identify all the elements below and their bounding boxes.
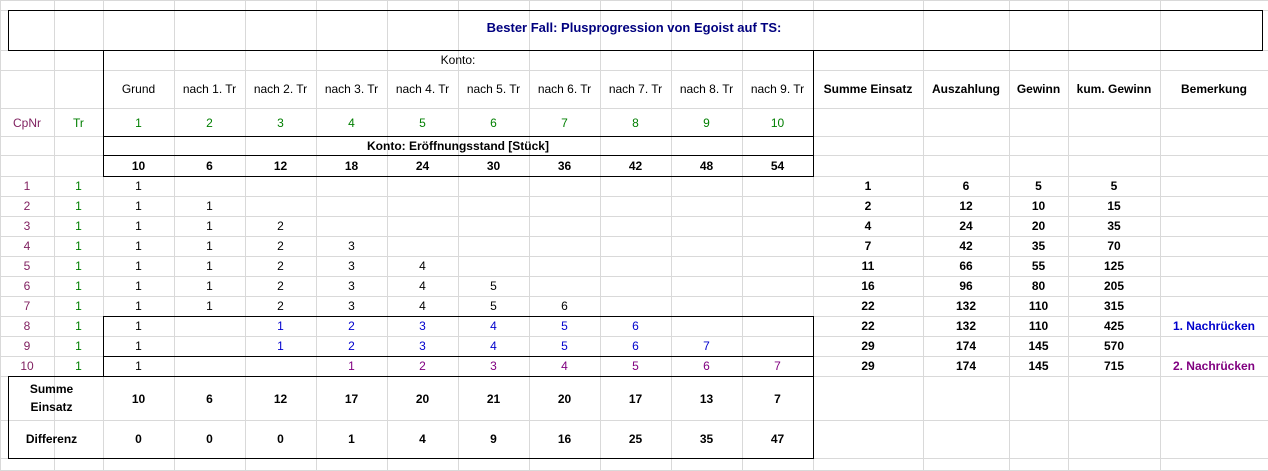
einsatz-label-line: Einsatz: [30, 400, 73, 414]
gewinn-value: 145: [1028, 339, 1049, 353]
bet-cell: [742, 196, 813, 216]
differenz-value: 1: [348, 432, 355, 446]
right-header: Bemerkung: [1180, 82, 1248, 96]
bet-cell: 4: [561, 359, 568, 373]
bet-cell: [600, 176, 671, 196]
bet-cell: [742, 216, 813, 236]
column-number: 1: [135, 116, 142, 130]
border-line: [8, 10, 1263, 11]
bet-cell: [742, 176, 813, 196]
bet-cell: [742, 276, 813, 296]
border-line: [8, 10, 9, 51]
bet-cell: [671, 256, 742, 276]
border-line: [103, 316, 104, 377]
bet-cell: 3: [348, 279, 355, 293]
cp-number: 3: [23, 219, 31, 233]
summe-einsatz-value: 4: [864, 219, 872, 233]
bet-cell: [316, 196, 387, 216]
tr-value: 1: [75, 339, 82, 353]
border-line: [103, 316, 814, 317]
gewinn-value: 55: [1031, 259, 1046, 273]
tr-value: 1: [75, 359, 82, 373]
gewinn-value: 145: [1028, 359, 1049, 373]
bet-cell: [387, 236, 458, 256]
bet-cell: [671, 176, 742, 196]
auszahlung-value: 24: [959, 219, 973, 233]
border-line: [103, 50, 104, 177]
differenz-label: Differenz: [25, 432, 78, 446]
bet-cell: 2: [348, 319, 355, 333]
bet-cell: 5: [561, 319, 568, 333]
differenz-value: 0: [135, 432, 142, 446]
tr-value: 1: [75, 179, 82, 193]
bet-cell: 2: [419, 359, 426, 373]
column-label: nach 5. Tr: [466, 82, 521, 96]
bet-cell: 5: [632, 359, 639, 373]
opening-balance: 36: [557, 159, 572, 173]
summe-einsatz-total: 6: [206, 392, 213, 406]
auszahlung-value: 6: [962, 179, 970, 193]
kum-gewinn-value: 715: [1103, 359, 1125, 373]
kum-gewinn-value: 15: [1107, 199, 1121, 213]
bet-cell: [671, 296, 742, 316]
bet-cell: 3: [348, 239, 355, 253]
bet-cell: 4: [419, 279, 426, 293]
bet-cell: 2: [277, 219, 284, 233]
bet-cell: 1: [206, 299, 213, 313]
bet-cell: 4: [490, 339, 497, 353]
bet-cell: 1: [135, 219, 142, 233]
opening-balance: 6: [206, 159, 213, 173]
summe-einsatz-value: 2: [864, 199, 872, 213]
opening-balance: 24: [415, 159, 430, 173]
bet-cell: [458, 216, 529, 236]
border-line: [8, 376, 9, 459]
bet-cell: [245, 176, 316, 196]
bet-cell: [458, 256, 529, 276]
auszahlung-value: 132: [955, 319, 977, 333]
bet-cell: [174, 316, 245, 336]
cp-number: 6: [23, 279, 31, 293]
bet-cell: 6: [703, 359, 710, 373]
bet-cell: 4: [419, 259, 426, 273]
bemerkung-value: 1. Nachrücken: [1172, 319, 1256, 333]
gewinn-value: 80: [1031, 279, 1046, 293]
bet-cell: [245, 356, 316, 376]
column-number: 10: [770, 116, 785, 130]
bet-cell: 1: [206, 199, 213, 213]
summe-einsatz-value: 11: [861, 259, 875, 273]
summe-einsatz-total: 12: [273, 392, 288, 406]
differenz-value: 35: [699, 432, 714, 446]
bet-cell: [529, 216, 600, 236]
bet-cell: [742, 236, 813, 256]
bet-cell: [742, 316, 813, 336]
summe-einsatz-total: 13: [699, 392, 714, 406]
differenz-value: 16: [557, 432, 572, 446]
differenz-value: 25: [628, 432, 643, 446]
bet-cell: [458, 236, 529, 256]
bet-cell: 4: [419, 299, 426, 313]
bet-cell: [671, 276, 742, 296]
summe-einsatz-total: 7: [774, 392, 781, 406]
bet-cell: 3: [419, 339, 426, 353]
right-header: Gewinn: [1016, 82, 1061, 96]
cpnr-header: CpNr: [12, 116, 41, 130]
tr-value: 1: [75, 239, 82, 253]
opening-balance: 54: [770, 159, 785, 173]
kum-gewinn-value: 70: [1107, 239, 1121, 253]
column-label: nach 2. Tr: [253, 82, 308, 96]
bet-cell: 1: [277, 319, 284, 333]
cp-number: 10: [20, 359, 34, 373]
differenz-value: 0: [277, 432, 284, 446]
differenz-value: 9: [490, 432, 497, 446]
column-label: nach 6. Tr: [537, 82, 592, 96]
bet-cell: 1: [135, 359, 142, 373]
summe-label-line: Summe: [29, 382, 74, 396]
bet-cell: 2: [277, 279, 284, 293]
bet-cell: 1: [135, 199, 142, 213]
summe-einsatz-total: 20: [557, 392, 572, 406]
auszahlung-value: 42: [959, 239, 973, 253]
auszahlung-value: 174: [955, 359, 977, 373]
bet-cell: [742, 336, 813, 356]
column-label: nach 8. Tr: [679, 82, 734, 96]
bet-cell: 6: [632, 339, 639, 353]
summe-einsatz-total: 17: [628, 392, 643, 406]
bet-cell: [458, 196, 529, 216]
tr-value: 1: [75, 219, 82, 233]
bet-cell: 2: [277, 259, 284, 273]
tr-header: Tr: [73, 116, 84, 130]
gridline-horizontal: [0, 108, 1268, 109]
bet-cell: [600, 216, 671, 236]
tr-value: 1: [75, 259, 82, 273]
bet-cell: 1: [135, 319, 142, 333]
opening-balance: 30: [486, 159, 501, 173]
gewinn-value: 35: [1031, 239, 1046, 253]
bet-cell: [600, 296, 671, 316]
bet-cell: [529, 196, 600, 216]
bet-cell: 1: [206, 239, 213, 253]
border-line: [813, 376, 814, 459]
column-label: Grund: [121, 82, 156, 96]
border-line: [103, 155, 814, 156]
border-line: [8, 376, 814, 377]
auszahlung-value: 12: [959, 199, 973, 213]
bet-cell: [600, 236, 671, 256]
cp-number: 7: [23, 299, 31, 313]
border-line: [103, 176, 814, 177]
column-number: 2: [206, 116, 213, 130]
border-line: [103, 356, 814, 357]
bet-cell: [387, 216, 458, 236]
bet-cell: 2: [277, 239, 284, 253]
bet-cell: 1: [135, 179, 142, 193]
bet-cell: [600, 196, 671, 216]
bet-cell: [316, 176, 387, 196]
border-line: [813, 316, 814, 377]
bet-cell: 3: [490, 359, 497, 373]
bet-cell: 1: [206, 259, 213, 273]
bet-cell: [245, 196, 316, 216]
bet-cell: 6: [632, 319, 639, 333]
summe-einsatz-total: 17: [344, 392, 359, 406]
auszahlung-value: 174: [955, 339, 977, 353]
column-number: 4: [348, 116, 355, 130]
kum-gewinn-value: 125: [1103, 259, 1125, 273]
right-header: Auszahlung: [932, 82, 1000, 96]
bet-cell: [671, 216, 742, 236]
summe-einsatz-value: 22: [861, 299, 875, 313]
bet-cell: 5: [490, 279, 497, 293]
column-label: nach 3. Tr: [324, 82, 379, 96]
opening-balance: 10: [131, 159, 146, 173]
column-number: 6: [490, 116, 497, 130]
summe-einsatz-label: [0, 380, 103, 416]
bet-cell: [600, 256, 671, 276]
bet-cell: 1: [135, 299, 142, 313]
differenz-value: 4: [419, 432, 426, 446]
cp-number: 8: [23, 319, 31, 333]
tr-value: 1: [75, 319, 82, 333]
bet-cell: [529, 236, 600, 256]
tr-value: 1: [75, 279, 82, 293]
summe-einsatz-value: 7: [864, 239, 872, 253]
bet-cell: [458, 176, 529, 196]
bet-cell: 2: [277, 299, 284, 313]
summe-einsatz-value: 29: [861, 359, 875, 373]
gewinn-value: 110: [1028, 299, 1049, 313]
bet-cell: 6: [561, 299, 568, 313]
border-line: [1262, 10, 1263, 51]
column-number: 5: [419, 116, 426, 130]
bet-cell: 7: [774, 359, 781, 373]
differenz-value: 47: [770, 432, 785, 446]
opening-balance: 18: [344, 159, 359, 173]
opening-balance: 12: [273, 159, 288, 173]
tr-value: 1: [75, 199, 82, 213]
cp-number: 5: [23, 259, 31, 273]
bet-cell: 1: [135, 279, 142, 293]
konto-label: Konto:: [440, 53, 476, 67]
summe-einsatz-value: 1: [864, 179, 872, 193]
opening-balance: 48: [699, 159, 714, 173]
bet-cell: [671, 236, 742, 256]
bet-cell: 3: [419, 319, 426, 333]
kum-gewinn-value: 425: [1103, 319, 1125, 333]
summe-einsatz-value: 29: [861, 339, 875, 353]
column-number: 8: [632, 116, 639, 130]
bet-cell: 4: [490, 319, 497, 333]
column-number: 9: [703, 116, 710, 130]
kum-gewinn-value: 570: [1103, 339, 1125, 353]
cp-number: 2: [23, 199, 31, 213]
bet-cell: 5: [561, 339, 568, 353]
kum-gewinn-value: 205: [1103, 279, 1125, 293]
bet-cell: [174, 336, 245, 356]
auszahlung-value: 66: [959, 259, 973, 273]
column-label: nach 1. Tr: [182, 82, 237, 96]
column-number: 7: [561, 116, 568, 130]
auszahlung-value: 132: [955, 299, 977, 313]
bemerkung-value: 2. Nachrücken: [1172, 359, 1256, 373]
bet-cell: [316, 216, 387, 236]
konto-opening-label: Konto: Eröffnungsstand [Stück]: [367, 139, 549, 153]
bet-cell: 1: [135, 339, 142, 353]
summe-einsatz-total: 21: [486, 392, 501, 406]
bet-cell: [174, 356, 245, 376]
gridline-horizontal: [0, 70, 1268, 71]
bet-cell: [671, 316, 742, 336]
bet-cell: 3: [348, 259, 355, 273]
column-label: nach 4. Tr: [395, 82, 450, 96]
bet-cell: [387, 176, 458, 196]
border-line: [103, 136, 814, 137]
border-line: [813, 50, 814, 177]
bet-cell: 1: [135, 239, 142, 253]
bet-cell: 1: [206, 219, 213, 233]
bet-cell: 7: [703, 339, 710, 353]
bet-cell: 1: [348, 359, 355, 373]
differenz-value: 0: [206, 432, 213, 446]
gewinn-value: 20: [1031, 219, 1046, 233]
summe-einsatz-value: 16: [861, 279, 875, 293]
column-label: nach 9. Tr: [750, 82, 805, 96]
column-label: nach 7. Tr: [608, 82, 663, 96]
bet-cell: 2: [348, 339, 355, 353]
bet-cell: [600, 276, 671, 296]
summe-einsatz-total: 10: [131, 392, 146, 406]
right-header: kum. Gewinn: [1076, 82, 1152, 96]
bet-cell: [529, 276, 600, 296]
summe-einsatz-total: 20: [415, 392, 430, 406]
gewinn-value: 5: [1035, 179, 1042, 193]
bet-cell: [529, 176, 600, 196]
summe-einsatz-value: 22: [861, 319, 875, 333]
auszahlung-value: 96: [959, 279, 973, 293]
bet-cell: 1: [206, 279, 213, 293]
gridline-horizontal: [0, 0, 1268, 1]
bet-cell: [671, 196, 742, 216]
bet-cell: 1: [135, 259, 142, 273]
bet-cell: [742, 256, 813, 276]
column-number: 3: [277, 116, 284, 130]
bet-cell: [174, 176, 245, 196]
page-title: Bester Fall: Plusprogression von Egoist auf TS:: [486, 20, 782, 35]
kum-gewinn-value: 315: [1103, 299, 1125, 313]
kum-gewinn-value: 35: [1107, 219, 1121, 233]
cp-number: 1: [23, 179, 31, 193]
gridline-horizontal: [0, 420, 1268, 421]
bet-cell: 3: [348, 299, 355, 313]
right-header: Summe Einsatz: [823, 82, 913, 96]
opening-balance: 42: [628, 159, 643, 173]
gewinn-value: 10: [1031, 199, 1046, 213]
gewinn-value: 110: [1028, 319, 1049, 333]
border-line: [8, 458, 814, 459]
cp-number: 9: [23, 339, 31, 353]
bet-cell: 5: [490, 299, 497, 313]
tr-value: 1: [75, 299, 82, 313]
bet-cell: 1: [277, 339, 284, 353]
bet-cell: [742, 296, 813, 316]
bet-cell: [387, 196, 458, 216]
border-line: [103, 50, 814, 51]
kum-gewinn-value: 5: [1110, 179, 1118, 193]
bet-cell: [529, 256, 600, 276]
cp-number: 4: [23, 239, 31, 253]
